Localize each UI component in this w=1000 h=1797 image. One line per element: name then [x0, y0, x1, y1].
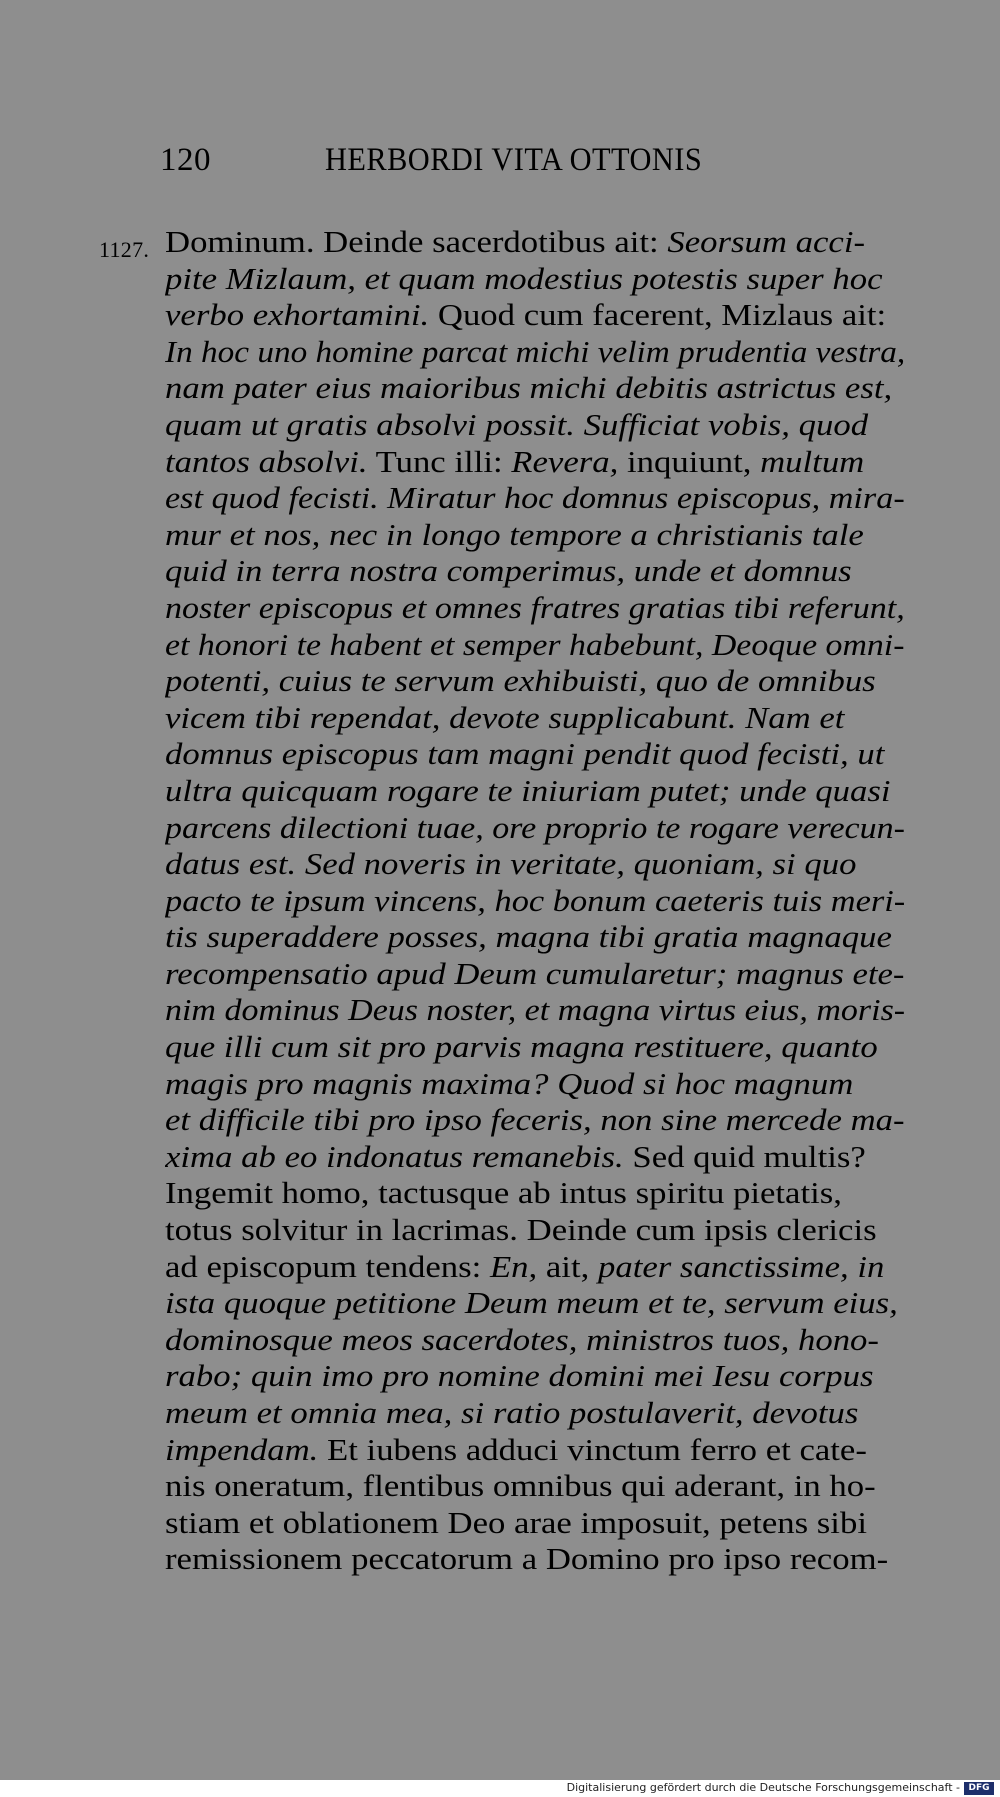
text-line — [165, 480, 905, 517]
text-line — [165, 297, 905, 334]
text-segment: rabo; quin imo pro nomine domini mei Iesu corpus — [165, 1358, 874, 1394]
text-line — [165, 1212, 905, 1249]
text-line — [165, 517, 905, 554]
text-segment: totus solvitur in lacrimas. Deinde cum ipsis clericis — [165, 1212, 877, 1248]
text-segment: quid in terra nostra comperimus, unde et domnus — [165, 553, 852, 589]
text-segment: parcens dilectioni tuae, ore proprio te rogare verecun- — [165, 809, 905, 845]
text-segment: tis superaddere posses, magna tibi gratia magnaque — [165, 919, 892, 955]
text-line — [165, 590, 905, 627]
text-line — [165, 334, 905, 371]
text-segment: xima ab eo indonatus remanebis. — [165, 1138, 624, 1174]
text-segment: ultra quicquam rogare te iniuriam putet; unde quasi — [165, 772, 891, 808]
text-segment: meum et omnia mea, si ratio postulaverit, devotus — [165, 1395, 859, 1430]
text-line — [165, 1322, 905, 1359]
text-segment: ait, — [537, 1248, 598, 1284]
text-segment: recompensatio apud Deum cumularetur; magnus ete- — [165, 955, 905, 991]
text-line — [165, 627, 905, 664]
text-segment: pacto te ipsum vincens, hoc bonum caeteris tuis meri- — [165, 882, 905, 918]
text-segment: Quod cum facerent, Mizlaus ait: — [429, 297, 887, 333]
text-segment: Dominum. Deinde sacerdotibus ait: — [165, 224, 668, 259]
text-segment: multum — [760, 443, 865, 479]
text-line — [165, 1102, 905, 1139]
text-segment: domnus episcopus tam magni pendit quod fecisti, ut — [165, 736, 885, 772]
text-segment: Seorsum acci- — [667, 224, 866, 259]
text-segment: et difficile tibi pro ipso feceris, non sine mercede ma- — [165, 1102, 905, 1138]
text-segment: dominosque meos sacerdotes, ministros tuos, hono- — [165, 1321, 879, 1357]
text-segment: En, — [489, 1248, 538, 1284]
text-line — [165, 1175, 905, 1212]
footer-credit-text: Digitalisierung gefördert durch die Deutsche Forschungsgemeinschaft - — [566, 1781, 960, 1794]
text-line — [165, 919, 905, 956]
dfg-logo-icon: DFG — [964, 1782, 994, 1795]
text-line — [165, 370, 905, 407]
text-segment: inquiunt, — [618, 443, 761, 479]
text-line — [165, 846, 905, 883]
text-segment: quam ut gratis absolvi possit. Sufficiat vobis, quod — [165, 406, 869, 442]
text-line — [165, 992, 905, 1029]
text-segment: est quod fecisti. Miratur hoc domnus episcopus, mira- — [165, 480, 905, 516]
running-title: HERBORDI VITA OTTONIS — [325, 142, 703, 178]
text-line — [165, 883, 905, 920]
text-segment: stiam et oblationem Deo arae imposuit, petens sibi — [165, 1504, 867, 1540]
text-segment: ad episcopum tendens: — [165, 1248, 490, 1284]
text-line — [165, 224, 905, 261]
text-line — [165, 1358, 905, 1395]
text-segment: Sed quid multis? — [623, 1138, 866, 1174]
text-line — [165, 1541, 905, 1578]
text-line — [165, 1066, 905, 1103]
text-segment: remissionem peccatorum a Domino pro ipso recom- — [165, 1541, 889, 1577]
text-segment: nim dominus Deus noster, et magna virtus eius, moris- — [165, 992, 905, 1028]
text-line — [165, 261, 905, 298]
text-line — [165, 1029, 905, 1066]
text-segment: vicem tibi rependat, devote supplicabunt. Nam et — [165, 699, 845, 735]
text-line — [165, 810, 905, 847]
text-line — [165, 663, 905, 700]
body-text — [165, 224, 905, 1578]
text-line — [165, 956, 905, 993]
text-segment: tantos absolvi. — [165, 443, 368, 479]
text-segment: nis oneratum, flentibus omnibus qui aderant, in ho- — [165, 1468, 876, 1504]
text-segment: potenti, cuius te servum exhibuisti, quo de omnibus — [165, 663, 876, 699]
text-line — [165, 553, 905, 590]
text-line — [165, 1249, 905, 1286]
text-segment: ista quoque petitione Deum meum et te, servum eius, — [165, 1285, 898, 1321]
text-segment: datus est. Sed noveris in veritate, quoniam, si quo — [165, 846, 857, 882]
text-segment: verbo exhortamini. — [165, 297, 430, 333]
margin-year-note: 1127. — [99, 237, 150, 262]
text-segment: noster episcopus et omnes fratres gratias tibi referunt, — [165, 589, 905, 625]
text-segment: impendam. — [165, 1431, 319, 1467]
text-segment: nam pater eius maioribus michi debitis astrictus est, — [165, 370, 893, 406]
text-segment: pater sanctissime, in — [597, 1248, 885, 1284]
text-line — [165, 700, 905, 737]
text-segment: magis pro magnis maxima? Quod si hoc magnum — [165, 1065, 854, 1101]
text-segment: pite Mizlaum, et quam modestius potestis super hoc — [165, 260, 883, 296]
text-segment: que illi cum sit pro parvis magna restituere, quanto — [165, 1029, 878, 1065]
text-line — [165, 444, 905, 481]
text-line — [165, 736, 905, 773]
text-line — [165, 1139, 905, 1176]
text-segment: Tunc illi: — [367, 443, 512, 479]
text-line — [165, 1432, 905, 1469]
text-segment: Et iubens adduci vinctum ferro et cate- — [318, 1431, 867, 1467]
page-number: 120 — [160, 142, 211, 178]
text-line — [165, 407, 905, 444]
text-line — [165, 1468, 905, 1505]
digitization-footer — [0, 1780, 1000, 1797]
text-segment: mur et nos, nec in longo tempore a christianis tale — [165, 516, 864, 552]
text-segment: Ingemit homo, tactusque ab intus spiritu pietatis, — [165, 1175, 842, 1211]
text-line — [165, 773, 905, 810]
text-line — [165, 1505, 905, 1542]
text-segment: et honori te habent et semper habebunt, Deoque omni- — [165, 626, 905, 662]
text-segment: In hoc uno homine parcat michi velim prudentia vestra, — [165, 333, 905, 369]
page-header — [160, 142, 740, 186]
text-line — [165, 1395, 905, 1432]
text-line — [165, 1285, 905, 1322]
text-segment: Revera, — [511, 443, 619, 479]
